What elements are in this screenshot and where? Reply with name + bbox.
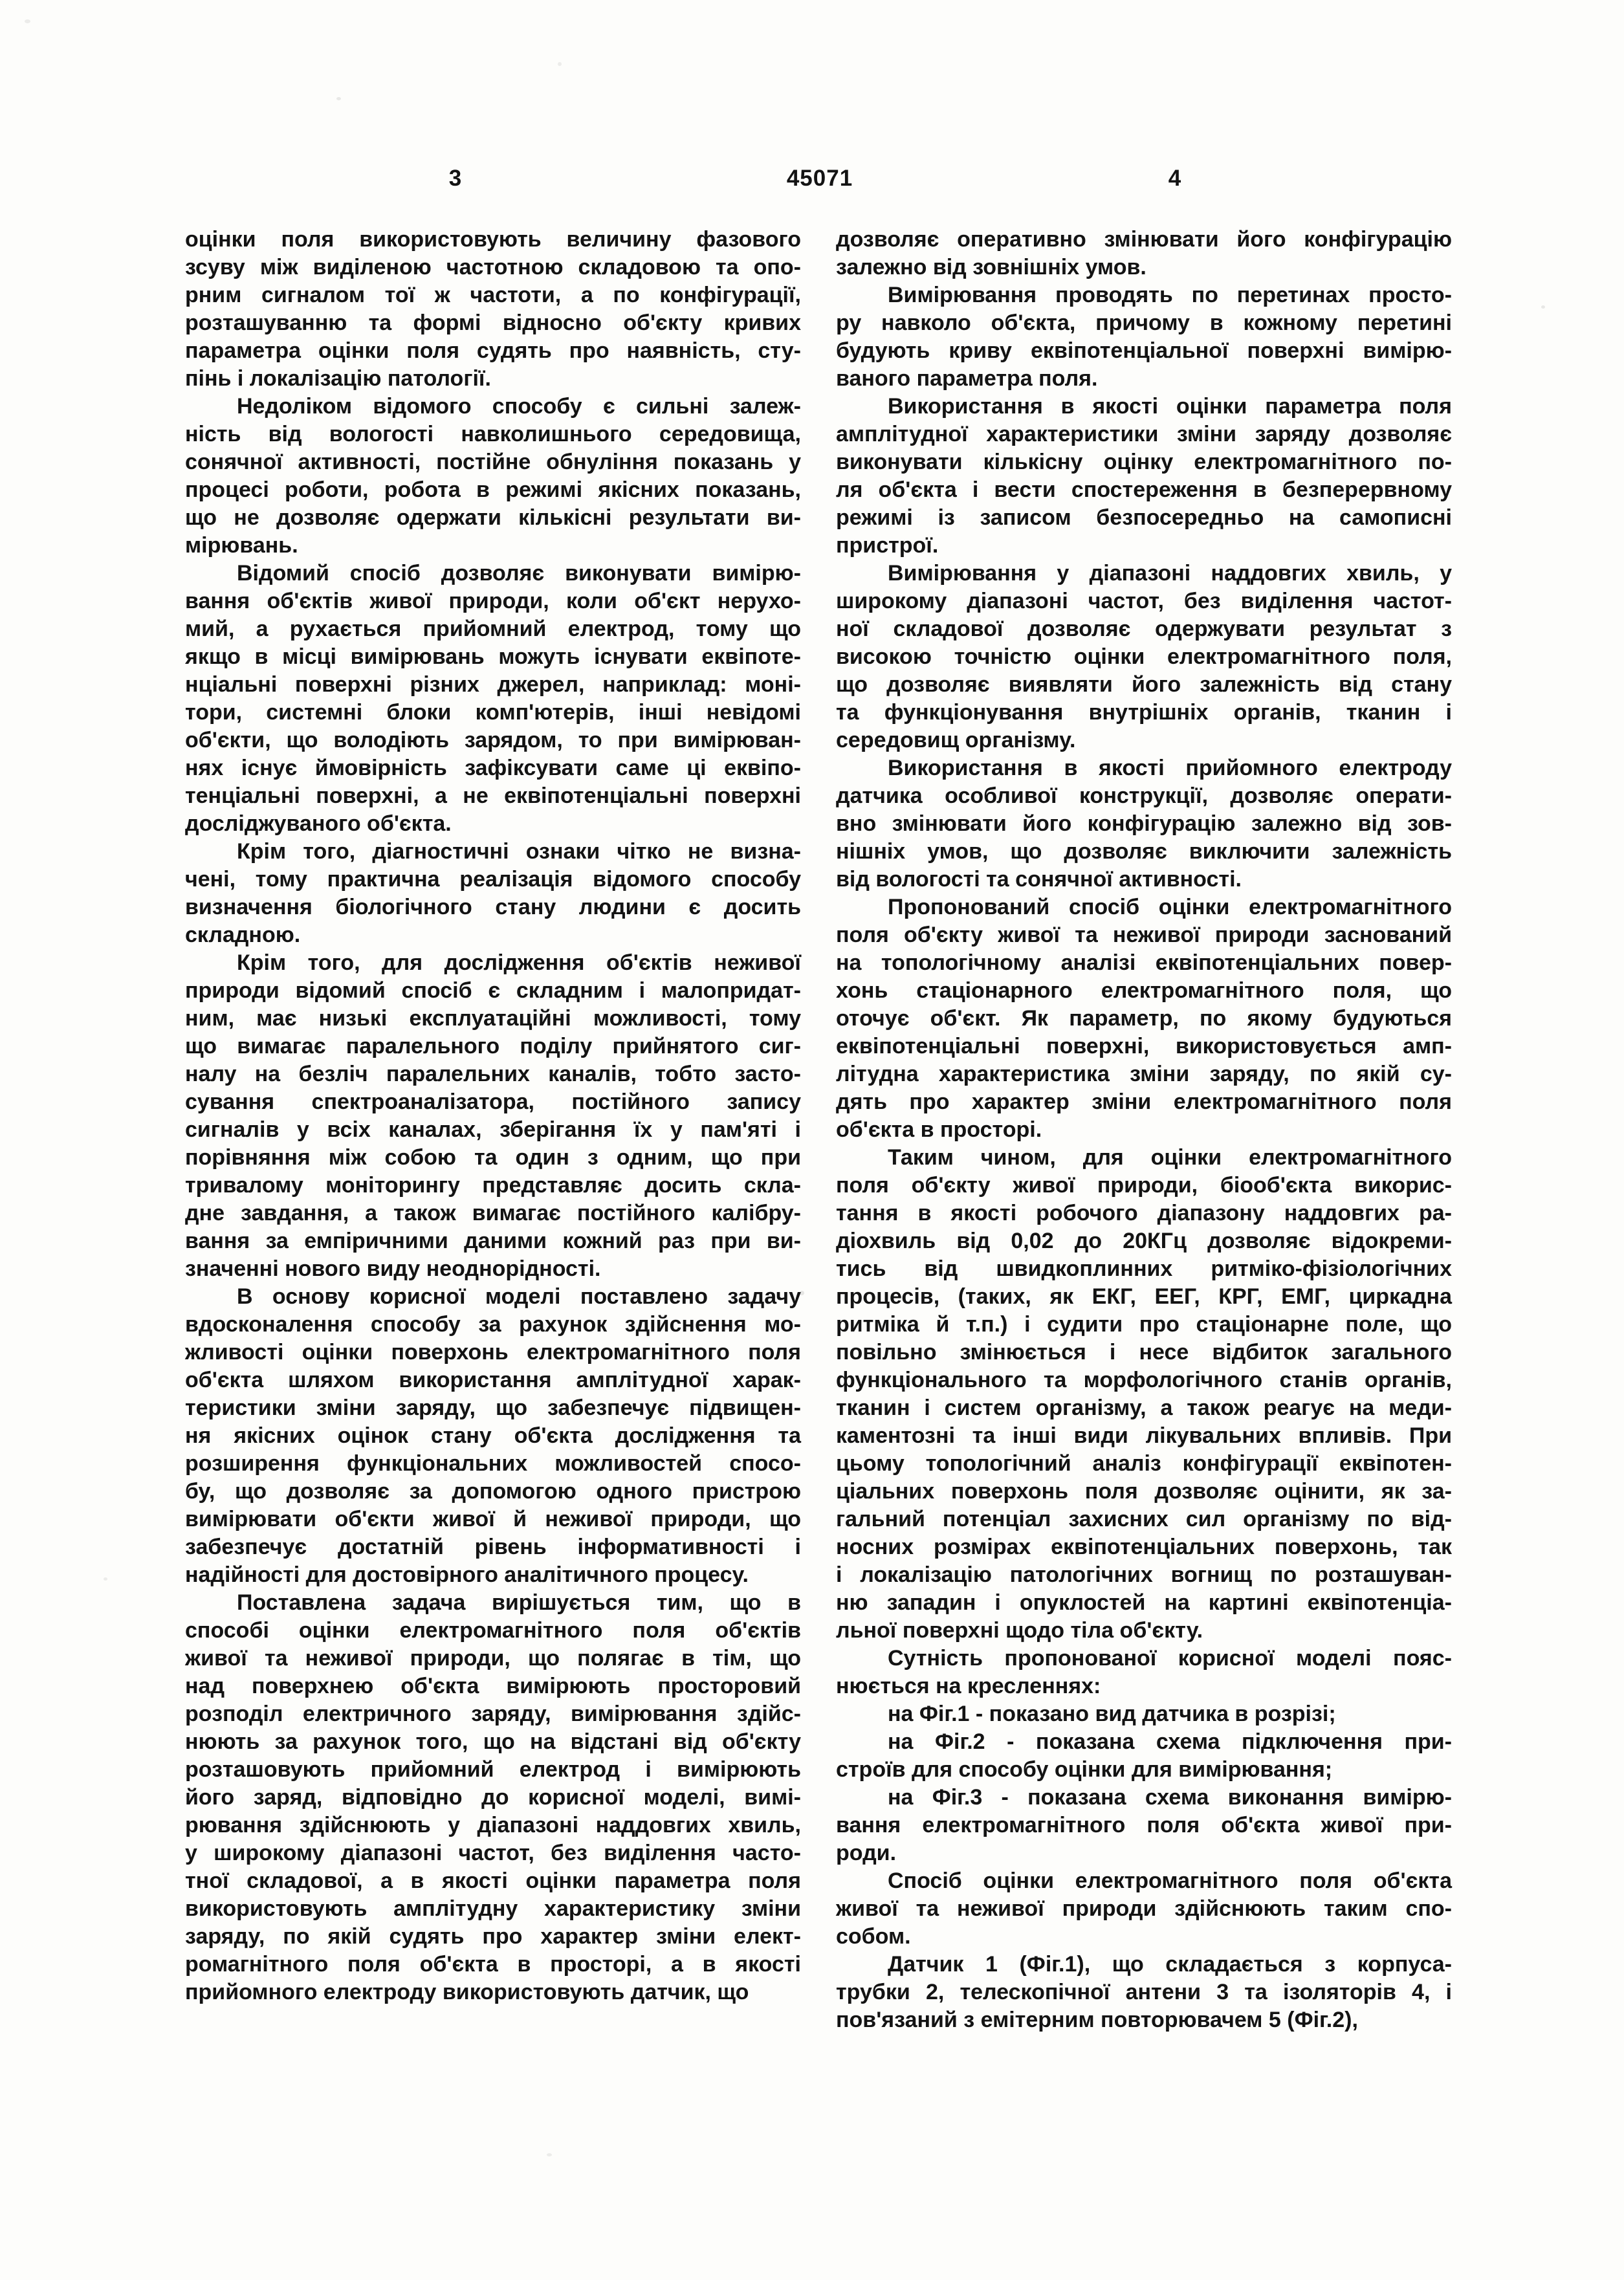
text-line: носних розмірах еквіпотенціальних поверхонь, так	[836, 1535, 1452, 1559]
text-line: рювання здійснюють у діапазоні наддовгих хвиль,	[185, 1813, 801, 1837]
text-line: ню западин і опуклостей на картині еквіпотенціа-	[836, 1590, 1452, 1615]
paragraph	[836, 281, 1452, 393]
text-line: живої та неживої природи здійснюють таким спо-	[836, 1896, 1452, 1921]
text-line: ність від вологості навколишнього середовища,	[185, 422, 801, 446]
text-line: досліджуваного об'єкта.	[185, 811, 452, 836]
text-line: бу, що дозволяє за допомогою одного пристрою	[185, 1479, 801, 1504]
paragraph	[836, 1144, 1452, 1645]
text-line: забезпечує достатній рівень інформативності і	[185, 1535, 801, 1559]
paragraph	[185, 1589, 801, 2006]
text-line: якщо в місці вимірювань можуть існувати еквіпоте-	[185, 644, 801, 669]
text-line: на Фіг.3 - показана схема виконання вимірю-	[888, 1785, 1452, 1810]
paragraph	[836, 1728, 1452, 1784]
text-line: ля об'єкта і вести спостереження в безперервному	[836, 477, 1452, 502]
text-line: зсуву між виділеною частотною складовою та опо-	[185, 255, 801, 280]
scan-speck	[558, 62, 562, 66]
text-line: об'єкта шляхом використання амплітудної харак-	[185, 1368, 801, 1392]
text-line: Пропонований спосіб оцінки електромагнітного	[888, 895, 1452, 919]
text-line: оточує об'єкт. Як параметр, по якому будуються	[836, 1006, 1452, 1031]
text-line: на Фіг.1 - показано вид датчика в розрізі;	[888, 1702, 1336, 1726]
paragraph	[836, 1867, 1452, 1951]
text-line: на топологічному аналізі еквіпотенціальних повер-	[836, 950, 1452, 975]
text-line: ціальних поверхонь поля дозволяє оцінити, як за-	[836, 1479, 1452, 1504]
text-line: визначення біологічного стану людини є досить	[185, 895, 801, 919]
text-line: собом.	[836, 1924, 911, 1949]
text-line: від вологості та сонячної активності.	[836, 867, 1242, 892]
text-line: об'єкта в просторі.	[836, 1117, 1042, 1142]
text-line: амплітудної характеристики зміни заряду дозволяє	[836, 422, 1452, 446]
text-line: складною.	[185, 923, 301, 947]
paragraph	[185, 949, 801, 1283]
text-line: функціонального та морфологічного станів органів,	[836, 1368, 1452, 1392]
text-line: процесів, (таких, як ЕКГ, ЕЕГ, КРГ, ЕМГ, циркадна	[836, 1284, 1452, 1309]
text-line: що дозволяє виявляти його залежність від стану	[836, 672, 1452, 697]
text-line: мий, а рухається прийомний електрод, тому що	[185, 617, 801, 641]
text-line: вання електромагнітного поля об'єкта живої при-	[836, 1813, 1452, 1837]
text-line: середовищ організму.	[836, 728, 1076, 752]
text-line: льної поверхні щодо тіла об'єкту.	[836, 1618, 1203, 1643]
text-line: В основу корисної моделі поставлено задачу	[237, 1284, 801, 1309]
text-line: повільно змінюється і несе відбиток загального	[836, 1340, 1452, 1365]
text-line: рним сигналом тої ж частоти, а по конфігурації,	[185, 283, 801, 307]
right-column-page-number: 4	[1168, 166, 1182, 191]
text-line: нях існує ймовірність зафіксувати саме ці еквіпо-	[185, 756, 801, 780]
text-line: ної складової дозволяє одержувати результат з	[836, 617, 1452, 641]
text-line: тної складової, а в якості оцінки параметра поля	[185, 1869, 801, 1893]
text-line: Відомий спосіб дозволяє виконувати вимірю-	[237, 561, 801, 586]
text-line: строїв для способу оцінки для вимірювання;	[836, 1757, 1333, 1782]
text-line: Поставлена задача вирішується тим, що в	[237, 1590, 801, 1615]
text-line: датчика особливої конструкції, дозволяє операти-	[836, 784, 1452, 808]
text-line: тривалому моніторингу представляє досить скла-	[185, 1173, 801, 1198]
text-line: нюють за рахунок того, що на відстані від об'єкту	[185, 1729, 801, 1754]
scan-speck	[336, 97, 341, 100]
text-line: чені, тому практична реалізація відомого способу	[185, 867, 801, 892]
text-line: Недоліком відомого способу є сильні залеж-	[237, 394, 801, 419]
text-line: та функціонування внутрішніх органів, тканин і	[836, 700, 1452, 725]
text-line: порівняння між собою та один з одним, що при	[185, 1145, 801, 1170]
paragraph	[836, 1645, 1452, 1700]
text-line: пристрої.	[836, 533, 939, 558]
text-line: сонячної активності, постійне обнуління показань у	[185, 450, 801, 474]
text-line: нціальні поверхні різних джерел, наприклад: моні-	[185, 672, 801, 697]
text-line: розташуванню та формі відносно об'єкту кривих	[185, 311, 801, 335]
text-line: пов'язаний з емітерним повторювачем 5 (Фіг.2),	[836, 2008, 1358, 2032]
paragraph	[836, 754, 1452, 893]
text-line: надійності для достовірного аналітичного процесу.	[185, 1562, 749, 1587]
text-line: розподіл електричного заряду, вимірювання здійс-	[185, 1702, 801, 1726]
text-line: його заряд, відповідно до корисної моделі, вимі-	[185, 1785, 801, 1810]
paragraph	[185, 838, 801, 949]
text-line: вдосконалення способу за рахунок здійснення мо-	[185, 1312, 801, 1337]
text-line: тори, системні блоки комп'ютерів, інші невідомі	[185, 700, 801, 725]
left-text-column	[185, 226, 801, 2006]
text-line: теристики зміни заряду, що забезпечує підвищен-	[185, 1396, 801, 1420]
text-line: природи відомий спосіб є складним і малопридат-	[185, 978, 801, 1003]
text-line: оцінки поля використовують величину фазового	[185, 227, 801, 252]
text-line: сування спектроаналізатора, постійного запису	[185, 1090, 801, 1114]
text-line: розширення функціональних можливостей спосо-	[185, 1451, 801, 1476]
text-line: тканин і систем організму, а також реагує на меди-	[836, 1396, 1452, 1420]
scan-speck	[104, 1577, 107, 1581]
text-line: гальний потенціал захисних сил організму по від-	[836, 1507, 1452, 1531]
text-line: літудна характеристика зміни заряду, по якій су-	[836, 1062, 1452, 1086]
paragraph	[185, 226, 801, 393]
text-line: ромагнітного поля об'єкта в просторі, а в якості	[185, 1952, 801, 1977]
paragraph	[836, 226, 1452, 281]
text-line: каментозні та інші види лікувальних впливів. При	[836, 1423, 1452, 1448]
text-line: Використання в якості оцінки параметра поля	[888, 394, 1452, 419]
scan-speck	[1541, 305, 1545, 309]
text-line: режимі із записом безпосередньо на самописні	[836, 505, 1452, 530]
paragraph	[836, 1700, 1452, 1728]
left-column-page-number: 3	[448, 166, 463, 191]
text-line: у широкому діапазоні частот, без виділення часто-	[185, 1841, 801, 1865]
text-line: дозволяє оперативно змінювати його конфігурацію	[836, 227, 1452, 252]
text-line: пінь і локалізацію патології.	[185, 366, 491, 391]
paragraph	[185, 560, 801, 838]
text-line: виконувати кількісну оцінку електромагнітного по-	[836, 450, 1452, 474]
text-line: на Фіг.2 - показана схема підключення при-	[888, 1729, 1452, 1754]
paragraph	[185, 1283, 801, 1589]
scan-speck	[547, 2153, 552, 2156]
patent-number: 45071	[786, 166, 853, 191]
text-line: і локалізацію патологічних вогнищ по розташуван-	[836, 1562, 1452, 1587]
text-line: що вимагає паралельного поділу прийнятого сиг-	[185, 1034, 801, 1058]
text-line: налу на безліч паралельних каналів, тобто засто-	[185, 1062, 801, 1086]
text-line: Сутність пропонованої корисної моделі пояс-	[888, 1646, 1452, 1671]
paragraph	[836, 1951, 1452, 2034]
text-line: трубки 2, телескопічної антени 3 та ізоляторів 4, і	[836, 1980, 1452, 2004]
text-line: над поверхнею об'єкта вимірюють просторовий	[185, 1674, 801, 1698]
paragraph	[836, 1784, 1452, 1867]
text-line: Вимірювання у діапазоні наддовгих хвиль, у	[888, 561, 1452, 586]
text-line: хонь стаціонарного електромагнітного поля, що	[836, 978, 1452, 1003]
text-line: заряду, по якій судять про характер зміни елект-	[185, 1924, 801, 1949]
text-line: об'єкти, що володіють зарядом, то при вимірюван-	[185, 728, 801, 752]
text-line: залежно від зовнішніх умов.	[836, 255, 1147, 280]
text-line: процесі роботи, робота в режимі якісних показань,	[185, 477, 801, 502]
paragraph	[185, 393, 801, 560]
text-line: тись від швидкоплинних ритміко-фізіологічних	[836, 1256, 1452, 1281]
text-line: параметра оцінки поля судять про наявність, сту-	[185, 338, 801, 363]
text-line: розташовують прийомний електрод і вимірюють	[185, 1757, 801, 1782]
right-text-column	[836, 226, 1452, 2034]
text-line: значенні нового виду неоднорідності.	[185, 1256, 601, 1281]
text-line: Крім того, для дослідження об'єктів неживої	[237, 950, 801, 975]
text-line: нюється на кресленнях:	[836, 1674, 1101, 1698]
text-line: Крім того, діагностичні ознаки чітко не визна-	[237, 839, 801, 864]
text-line: жливості оцінки поверхонь електромагнітного поля	[185, 1340, 801, 1365]
text-line: Спосіб оцінки електромагнітного поля об'єкта	[888, 1869, 1452, 1893]
text-line: ваного параметра поля.	[836, 366, 1098, 391]
text-line: ру навколо об'єкта, причому в кожному перетині	[836, 311, 1452, 335]
text-line: ритміка й т.п.) і судити про стаціонарне поле, що	[836, 1312, 1452, 1337]
text-line: дне завдання, а також вимагає постійного калібру-	[185, 1201, 801, 1225]
text-line: широкому діапазоні частот, без виділення частот-	[836, 589, 1452, 613]
text-line: Таким чином, для оцінки електромагнітного	[888, 1145, 1452, 1170]
text-line: поля об'єкту живої природи, біооб'єкта викорис-	[836, 1173, 1452, 1198]
text-line: еквіпотенціальні поверхні, використовується амп-	[836, 1034, 1452, 1058]
text-line: використовують амплітудну характеристику зміни	[185, 1896, 801, 1921]
text-line: живої та неживої природи, що полягає в тім, що	[185, 1646, 801, 1671]
text-line: Датчик 1 (Фіг.1), що складається з корпуса-	[888, 1952, 1452, 1977]
text-line: нішніх умов, що дозволяє виключити залежність	[836, 839, 1452, 864]
text-line: поля об'єкту живої та неживої природи заснований	[836, 923, 1452, 947]
paragraph	[836, 560, 1452, 754]
text-line: Використання в якості прийомного електроду	[888, 756, 1452, 780]
text-line: дять про характер зміни електромагнітного поля	[836, 1090, 1452, 1114]
text-line: вання об'єктів живої природи, коли об'єкт нерухо-	[185, 589, 801, 613]
text-line: вимірювати об'єкти живої й неживої природи, що	[185, 1507, 801, 1531]
text-line: ня якісних оцінок стану об'єкта дослідження та	[185, 1423, 801, 1448]
text-line: діохвиль від 0,02 до 20КГц дозволяє відокреми-	[836, 1229, 1452, 1253]
text-line: цьому топологічний аналіз конфігурації еквіпотен-	[836, 1451, 1452, 1476]
text-line: способі оцінки електромагнітного поля об'єктів	[185, 1618, 801, 1643]
text-line: високою точністю оцінки електромагнітного поля,	[836, 644, 1452, 669]
text-line: Вимірювання проводять по перетинах просто-	[888, 283, 1452, 307]
text-line: вно змінювати його конфігурацію залежно від зов-	[836, 811, 1452, 836]
paragraph	[836, 893, 1452, 1144]
paragraph	[836, 393, 1452, 560]
text-line: мірювань.	[185, 533, 298, 558]
text-line: що не дозволяє одержати кількісні результати ви-	[185, 505, 801, 530]
text-line: прийомного електроду використовують датчик, що	[185, 1980, 749, 2004]
text-line: тання в якості робочого діапазону наддовгих ра-	[836, 1201, 1452, 1225]
scan-speck	[25, 19, 30, 23]
text-line: сигналів у всіх каналах, зберігання їх у пам'яті і	[185, 1117, 801, 1142]
text-line: тенціальні поверхні, а не еквіпотенціальні поверхні	[185, 784, 801, 808]
text-line: роди.	[836, 1841, 897, 1865]
text-line: вання за емпіричними даними кожний раз при ви-	[185, 1229, 801, 1253]
text-line: будують криву еквіпотенціальної поверхні вимірю-	[836, 338, 1452, 363]
text-line: ним, має низькі експлуатаційні можливості, тому	[185, 1006, 801, 1031]
